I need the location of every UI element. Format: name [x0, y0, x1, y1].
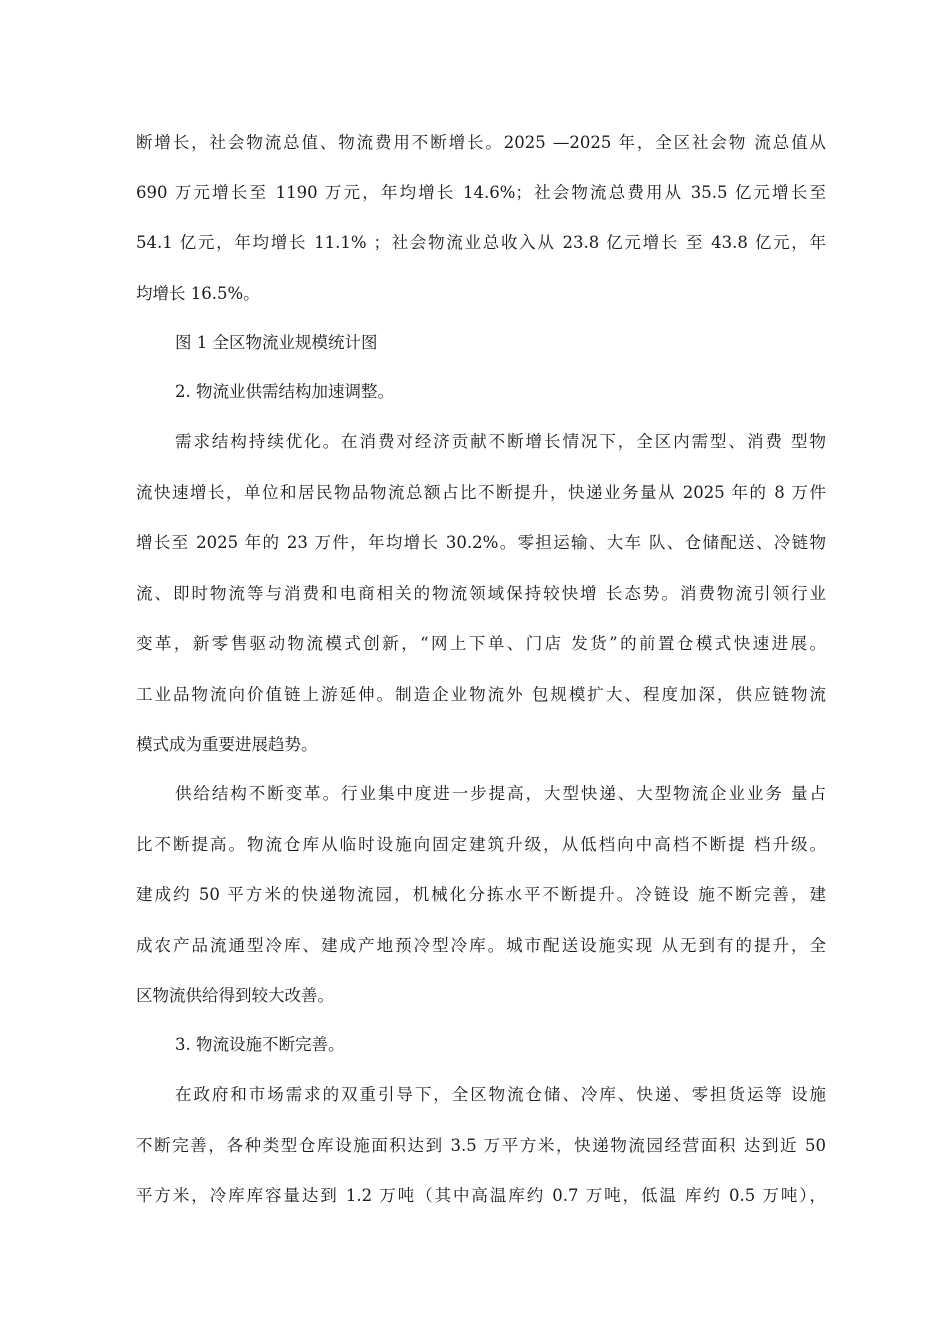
paragraph-line: 平方米，冷库库容量达到 1.2 万吨（其中高温库约 0.7 万吨，低温 库约 0.5 万吨），: [136, 1186, 826, 1205]
section-heading: 3. 物流设施不断完善。: [175, 1035, 345, 1054]
paragraph-line: 比不断提高。物流仓库从临时设施向固定建筑升级，从低档向中高档不断提 档升级。: [136, 835, 826, 854]
paragraph-line: 变革，新零售驱动物流模式创新，“网上下单、门店 发货”的前置仓模式快速进展。: [136, 634, 826, 653]
paragraph-line: 不断完善，各种类型仓库设施面积达到 3.5 万平方米，快递物流园经营面积 达到近 50: [136, 1136, 826, 1155]
paragraph-line: 区物流供给得到较大改善。: [136, 986, 334, 1005]
paragraph-line: 断增长，社会物流总值、物流费用不断增长。2025 —2025 年，全区社会物 流总值从: [136, 133, 826, 152]
paragraph-line: 建成约 50 平方米的快递物流园，机械化分拣水平不断提升。冷链设 施不断完善，建: [136, 885, 826, 904]
paragraph-line: 供给结构不断变革。行业集中度进一步提高，大型快递、大型物流企业业务 量占: [175, 784, 826, 803]
paragraph-line: 流、即时物流等与消费和电商相关的物流领域保持较快增 长态势。消费物流引领行业: [136, 584, 826, 603]
paragraph-line: 690 万元增长至 1190 万元，年均增长 14.6%；社会物流总费用从 35.5 亿元增长至: [136, 183, 826, 202]
section-heading: 2. 物流业供需结构加速调整。: [175, 382, 394, 401]
figure-caption: 图 1 全区物流业规模统计图: [175, 333, 378, 352]
paragraph-line: 工业品物流向价值链上游延伸。制造企业物流外 包规模扩大、程度加深，供应链物流: [136, 685, 826, 704]
paragraph-line: 54.1 亿元，年均增长 11.1% ；社会物流业总收入从 23.8 亿元增长 至 43.8 亿元，年: [136, 233, 826, 252]
paragraph-line: 需求结构持续优化。在消费对经济贡献不断增长情况下，全区内需型、消费 型物: [175, 432, 826, 451]
paragraph-line: 成农产品流通型冷库、建成产地预冷型冷库。城市配送设施实现 从无到有的提升，全: [136, 936, 826, 955]
paragraph-line: 模式成为重要进展趋势。: [136, 735, 318, 754]
paragraph-line: 流快速增长，单位和居民物品物流总额占比不断提升，快递业务量从 2025 年的 8 万件: [136, 483, 826, 502]
paragraph-line: 均增长 16.5%。: [136, 284, 260, 303]
paragraph-line: 在政府和市场需求的双重引导下，全区物流仓储、冷库、快递、零担货运等 设施: [175, 1085, 826, 1104]
paragraph-line: 增长至 2025 年的 23 万件，年均增长 30.2%。零担运输、大车 队、仓储配送、冷链物: [136, 533, 826, 552]
